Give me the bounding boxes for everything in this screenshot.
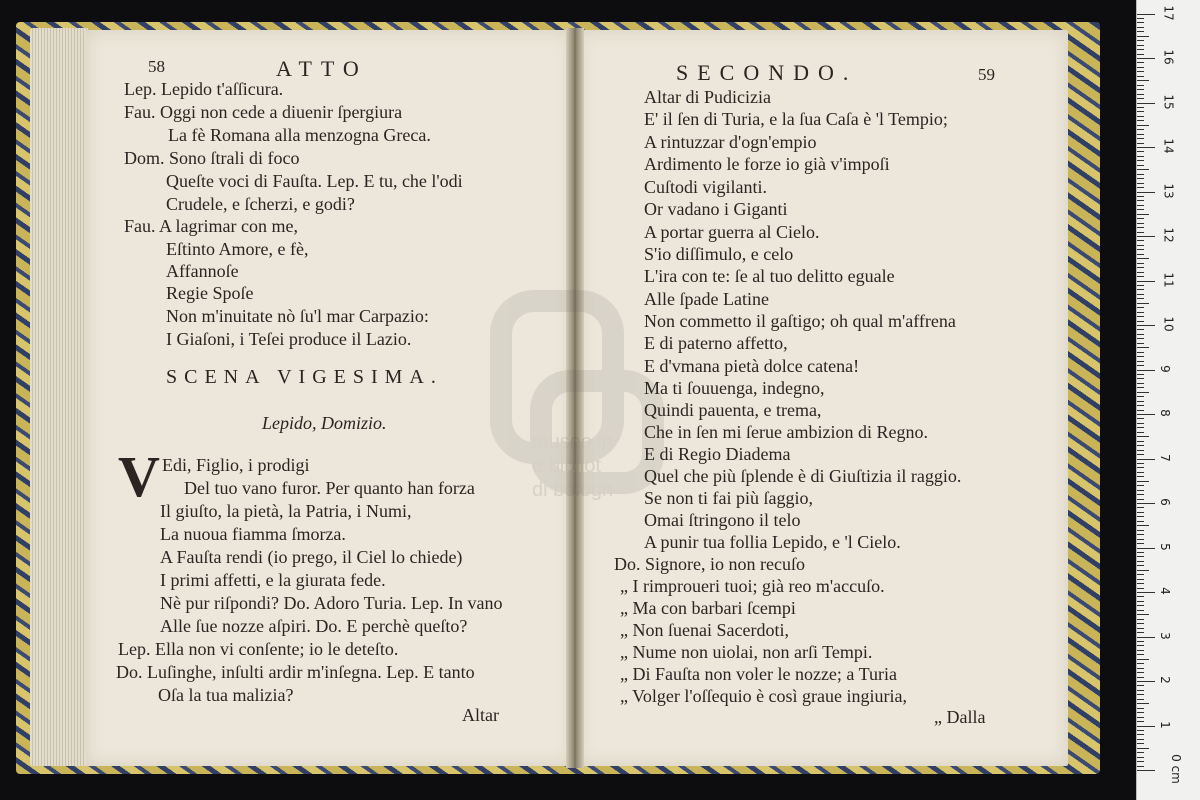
ruler-minor-tick: [1137, 556, 1144, 557]
ruler-minor-tick: [1137, 62, 1144, 63]
ruler-minor-tick: [1137, 708, 1144, 709]
ruler-minor-tick: [1137, 334, 1144, 335]
text-line: Il giuſto, la pietà, la Patria, i Numi,: [160, 501, 412, 521]
scene-title: SCENA VIGESIMA.: [166, 366, 443, 388]
ruler-minor-tick: [1137, 467, 1144, 468]
ruler-tick: [1137, 281, 1155, 282]
ruler-minor-tick: [1137, 89, 1144, 90]
ruler-minor-tick: [1137, 36, 1149, 37]
ruler-minor-tick: [1137, 734, 1144, 735]
ruler-tick: [1137, 414, 1155, 415]
text-line: A punir tua follia Lepido, e 'l Cielo.: [644, 532, 901, 552]
ruler-minor-tick: [1137, 401, 1144, 402]
ruler-minor-tick: [1137, 499, 1144, 500]
ruler-minor-tick: [1137, 18, 1144, 19]
ruler-minor-tick: [1137, 272, 1144, 273]
scene-characters: Lepido, Domizio.: [262, 413, 387, 433]
text-line: Altar di Pudicizia: [644, 87, 771, 107]
ruler-minor-tick: [1137, 672, 1144, 673]
ruler-minor-tick: [1137, 561, 1144, 562]
ruler-minor-tick: [1137, 387, 1144, 388]
ruler-minor-tick: [1137, 209, 1144, 210]
ruler-minor-tick: [1137, 392, 1149, 393]
ruler-minor-tick: [1137, 601, 1144, 602]
text-line: A rintuzzar d'ogn'empio: [644, 132, 817, 152]
ruler-minor-tick: [1137, 454, 1144, 455]
ruler-minor-tick: [1137, 721, 1144, 722]
ruler-minor-tick: [1137, 245, 1144, 246]
ruler-minor-tick: [1137, 321, 1144, 322]
ruler-minor-tick: [1137, 685, 1144, 686]
ruler-minor-tick: [1137, 530, 1144, 531]
ruler-label: 17: [1161, 4, 1176, 21]
ruler-minor-tick: [1137, 757, 1144, 758]
ruler-minor-tick: [1137, 151, 1144, 152]
ruler-minor-tick: [1137, 761, 1144, 762]
ruler-minor-tick: [1137, 574, 1144, 575]
ruler-minor-tick: [1137, 694, 1144, 695]
ruler-minor-tick: [1137, 396, 1144, 397]
ruler-minor-tick: [1137, 120, 1144, 121]
ruler-minor-tick: [1137, 534, 1144, 535]
ruler-tick: [1137, 726, 1155, 727]
ruler-minor-tick: [1137, 512, 1144, 513]
ruler-minor-tick: [1137, 712, 1144, 713]
text-line: Non commetto il gaſtigo; oh qual m'affrena: [644, 311, 956, 331]
text-line: Ardimento le forze io già v'impoſi: [644, 154, 890, 174]
text-line: Che in ſen mi ſerue ambizion di Regno.: [644, 422, 928, 442]
ruler-label: 15: [1161, 93, 1176, 110]
text-line: Eſtinto Amore, e fè,: [166, 239, 309, 259]
ruler-minor-tick: [1137, 111, 1144, 112]
ruler-minor-tick: [1137, 49, 1144, 50]
text-line: Affannoſe: [166, 261, 239, 281]
ruler-minor-tick: [1137, 610, 1144, 611]
ruler-minor-tick: [1137, 663, 1144, 664]
ruler-tick: [1137, 370, 1155, 371]
book-gutter: [566, 28, 584, 768]
ruler-minor-tick: [1137, 525, 1149, 526]
text-line: Lep. Lepido t'aſſicura.: [124, 79, 284, 99]
ruler-tick: [1137, 637, 1155, 638]
ruler-minor-tick: [1137, 138, 1144, 139]
ruler-minor-tick: [1137, 365, 1144, 366]
ruler-minor-tick: [1137, 298, 1144, 299]
ruler-label: 9: [1157, 364, 1172, 373]
ruler-minor-tick: [1137, 67, 1144, 68]
ruler-minor-tick: [1137, 436, 1149, 437]
ruler-minor-tick: [1137, 614, 1149, 615]
ruler-tick: [1137, 459, 1155, 460]
ruler-minor-tick: [1137, 200, 1144, 201]
ruler-minor-tick: [1137, 521, 1144, 522]
ruler-minor-tick: [1137, 174, 1144, 175]
text-line: Quindi pauenta, e trema,: [644, 400, 822, 420]
ruler-minor-tick: [1137, 85, 1144, 86]
ruler-minor-tick: [1137, 80, 1149, 81]
ruler-minor-tick: [1137, 463, 1144, 464]
text-line: Edi, Figlio, i prodigi: [162, 455, 310, 475]
ruler-minor-tick: [1137, 254, 1144, 255]
ruler-label: 10: [1161, 316, 1176, 332]
ruler-minor-tick: [1137, 267, 1144, 268]
ruler-label: 2: [1157, 676, 1172, 684]
ruler-minor-tick: [1137, 539, 1144, 540]
ruler-tick: [1137, 14, 1155, 15]
text-line: L'ira con te: ſe al tuo delitto eguale: [644, 266, 895, 286]
ruler-minor-tick: [1137, 294, 1144, 295]
ruler-minor-tick: [1137, 699, 1144, 700]
ruler-minor-tick: [1137, 276, 1144, 277]
ruler-minor-tick: [1137, 654, 1144, 655]
ruler-label: 13: [1161, 182, 1176, 199]
ruler-label: 1: [1157, 720, 1172, 729]
text-line: Oſa la tua malizia?: [158, 685, 294, 705]
drop-cap: V: [118, 444, 160, 509]
ruler-minor-tick: [1137, 752, 1144, 753]
ruler-minor-tick: [1137, 717, 1144, 718]
ruler-minor-tick: [1137, 347, 1149, 348]
ruler-label: 8: [1157, 409, 1172, 417]
ruler-minor-tick: [1137, 690, 1144, 691]
ruler-minor-tick: [1137, 766, 1144, 767]
running-head-left: ATTO: [276, 56, 368, 81]
ruler-minor-tick: [1137, 361, 1144, 362]
text-line: E di paterno affetto,: [644, 333, 788, 353]
ruler-minor-tick: [1137, 178, 1144, 179]
ruler-tick: [1137, 192, 1155, 193]
ruler-minor-tick: [1137, 543, 1144, 544]
ruler-minor-tick: [1137, 730, 1144, 731]
text-line: Ma ti ſouuenga, indegno,: [644, 378, 825, 398]
text-line: Non m'inuitate nò ſu'l mar Carpazio:: [166, 306, 429, 326]
text-line: Or vadano i Giganti: [644, 199, 788, 219]
text-line: E d'vmana pietà dolce catena!: [644, 356, 860, 376]
text-line: Alle ſue nozze aſpiri. Do. E perchè queſto?: [160, 616, 468, 636]
ruler-minor-tick: [1137, 143, 1144, 144]
text-line: Omai ſtringono il telo: [644, 510, 801, 530]
ruler-minor-tick: [1137, 579, 1144, 580]
text-line: Do. Luſinghe, inſulti ardir m'inſegna. Lep. E tanto: [116, 662, 475, 682]
text-line: Quel che più ſplende è di Giuſtizia il raggio.: [644, 466, 962, 486]
text-line: Crudele, e ſcherzi, e godi?: [166, 194, 355, 214]
text-line: Lep. Ella non vi conſente; io le deteſto.: [118, 639, 399, 659]
ruler-minor-tick: [1137, 432, 1144, 433]
ruler-minor-tick: [1137, 165, 1144, 166]
ruler-tick: [1137, 503, 1155, 504]
ruler-minor-tick: [1137, 303, 1149, 304]
text-line: S'io diſſimulo, e celo: [644, 244, 794, 264]
ruler-minor-tick: [1137, 107, 1144, 108]
ruler-minor-tick: [1137, 743, 1144, 744]
ruler-minor-tick: [1137, 659, 1149, 660]
text-line: E' il ſen di Turia, e la ſua Caſa è 'l Tempio;: [644, 109, 948, 129]
text-line: Do. Signore, io non recuſo: [614, 554, 805, 574]
ruler-minor-tick: [1137, 481, 1149, 482]
ruler-minor-tick: [1137, 240, 1144, 241]
ruler-minor-tick: [1137, 418, 1144, 419]
ruler-minor-tick: [1137, 703, 1149, 704]
text-line: „ I rimproueri tuoi; già reo m'accuſo.: [620, 576, 885, 596]
ruler-minor-tick: [1137, 187, 1144, 188]
ruler-minor-tick: [1137, 628, 1144, 629]
ruler-minor-tick: [1137, 650, 1144, 651]
ruler-minor-tick: [1137, 45, 1144, 46]
text-line: Se non ti fai più ſaggio,: [644, 488, 813, 508]
text-line: Cuſtodi vigilanti.: [644, 177, 768, 197]
ruler-minor-tick: [1137, 352, 1144, 353]
ruler-minor-tick: [1137, 338, 1144, 339]
ruler-minor-tick: [1137, 116, 1144, 117]
ruler-minor-tick: [1137, 196, 1144, 197]
ruler-minor-tick: [1137, 125, 1149, 126]
ruler-label: 14: [1161, 138, 1176, 154]
ruler-minor-tick: [1137, 76, 1144, 77]
ruler-minor-tick: [1137, 258, 1149, 259]
ruler-minor-tick: [1137, 668, 1144, 669]
ruler-minor-tick: [1137, 218, 1144, 219]
ruler-minor-tick: [1137, 476, 1144, 477]
ruler-tick: [1137, 325, 1155, 326]
ruler-tick: [1137, 592, 1155, 593]
ruler-minor-tick: [1137, 285, 1144, 286]
ruler-minor-tick: [1137, 516, 1144, 517]
ruler-minor-tick: [1137, 289, 1144, 290]
page-block-edge: [30, 28, 88, 766]
text-line: Del tuo vano furor. Per quanto han forza: [184, 478, 475, 498]
running-head-right: SECONDO.: [676, 60, 858, 85]
ruler-minor-tick: [1137, 619, 1144, 620]
ruler-tick: [1137, 681, 1155, 682]
ruler-minor-tick: [1137, 134, 1144, 135]
ruler-minor-tick: [1137, 494, 1144, 495]
text-line: I Giaſoni, i Teſei produce il Lazio.: [166, 329, 412, 349]
text-line: A portar guerra al Cielo.: [644, 222, 820, 242]
page-number-right: 59: [978, 65, 995, 84]
ruler-minor-tick: [1137, 427, 1144, 428]
text-line: I primi affetti, e la giurata fede.: [160, 570, 386, 590]
ruler-minor-tick: [1137, 183, 1144, 184]
ruler-minor-tick: [1137, 405, 1144, 406]
ruler-minor-tick: [1137, 27, 1144, 28]
catchword-right: „ Dalla: [934, 707, 986, 727]
ruler-tick: [1137, 58, 1155, 59]
ruler-tick: [1137, 548, 1155, 549]
ruler-minor-tick: [1137, 739, 1144, 740]
ruler-minor-tick: [1137, 71, 1144, 72]
ruler-minor-tick: [1137, 641, 1144, 642]
ruler-minor-tick: [1137, 570, 1149, 571]
ruler-minor-tick: [1137, 507, 1144, 508]
ruler-minor-tick: [1137, 316, 1144, 317]
ruler-minor-tick: [1137, 378, 1144, 379]
ruler-minor-tick: [1137, 129, 1144, 130]
ruler-minor-tick: [1137, 490, 1144, 491]
ruler-minor-tick: [1137, 307, 1144, 308]
ruler-minor-tick: [1137, 232, 1144, 233]
ruler-minor-tick: [1137, 565, 1144, 566]
ruler-tick: [1137, 103, 1155, 104]
text-line: Fau. Oggi non cede a diuenir ſpergiura: [124, 102, 403, 122]
text-line: „ Non ſuenai Sacerdoti,: [620, 620, 789, 640]
text-line: Alle ſpade Latine: [644, 289, 769, 309]
text-line: Dom. Sono ſtrali di foco: [124, 148, 300, 168]
ruler-label: 6: [1157, 498, 1172, 506]
ruler-minor-tick: [1137, 748, 1149, 749]
ruler-minor-tick: [1137, 343, 1144, 344]
text-line: Queſte voci di Fauſta. Lep. E tu, che l'odi: [166, 171, 463, 191]
ruler-minor-tick: [1137, 22, 1144, 23]
catchword-left: Altar: [462, 705, 499, 725]
ruler-minor-tick: [1137, 588, 1144, 589]
ruler-minor-tick: [1137, 249, 1144, 250]
ruler-minor-tick: [1137, 98, 1144, 99]
text-line: „ Nume non uiolai, non arſi Tempi.: [620, 642, 873, 662]
ruler-minor-tick: [1137, 156, 1144, 157]
ruler-minor-tick: [1137, 410, 1144, 411]
ruler-label: 0 cm: [1168, 754, 1183, 784]
ruler-tick: [1137, 147, 1155, 148]
ruler-label: 4: [1157, 587, 1172, 595]
ruler-minor-tick: [1137, 214, 1149, 215]
ruler-minor-tick: [1137, 623, 1144, 624]
ruler-label: 11: [1161, 271, 1176, 288]
ruler-label: 12: [1161, 227, 1176, 243]
measurement-ruler: [1136, 0, 1200, 800]
page-number-left: 58: [148, 57, 165, 76]
ruler-minor-tick: [1137, 223, 1144, 224]
text-line: Fau. A lagrimar con me,: [124, 216, 298, 236]
text-line: Nè pur riſpondi? Do. Adoro Turia. Lep. In vano: [160, 593, 503, 613]
ruler-minor-tick: [1137, 645, 1144, 646]
ruler-tick: [1137, 770, 1155, 771]
ruler-label: 7: [1157, 453, 1172, 462]
ruler-minor-tick: [1137, 485, 1144, 486]
ruler-minor-tick: [1137, 383, 1144, 384]
ruler-minor-tick: [1137, 94, 1144, 95]
ruler-label: 16: [1161, 49, 1176, 65]
ruler-minor-tick: [1137, 632, 1144, 633]
ruler-label: 5: [1157, 542, 1172, 551]
text-line: A Fauſta rendi (io prego, il Ciel lo chiede): [160, 547, 463, 567]
ruler-minor-tick: [1137, 40, 1144, 41]
text-line: La nuoua fiamma ſmorza.: [160, 524, 346, 544]
ruler-minor-tick: [1137, 677, 1144, 678]
ruler-minor-tick: [1137, 596, 1144, 597]
ruler-minor-tick: [1137, 160, 1144, 161]
ruler-minor-tick: [1137, 169, 1149, 170]
ruler-minor-tick: [1137, 583, 1144, 584]
text-line: „ Ma con barbari ſcempi: [620, 598, 796, 618]
ruler-minor-tick: [1137, 312, 1144, 313]
ruler-minor-tick: [1137, 31, 1144, 32]
ruler-minor-tick: [1137, 374, 1144, 375]
ruler-minor-tick: [1137, 356, 1144, 357]
ruler-minor-tick: [1137, 472, 1144, 473]
text-line: La fè Romana alla menzogna Greca.: [168, 125, 431, 145]
text-line: „ Volger l'oſſequio è così graue ingiuria,: [620, 686, 908, 706]
ruler-minor-tick: [1137, 205, 1144, 206]
ruler-minor-tick: [1137, 263, 1144, 264]
ruler-minor-tick: [1137, 329, 1144, 330]
ruler-tick: [1137, 236, 1155, 237]
text-line: „ Di Fauſta non voler le nozze; a Turia: [620, 664, 897, 684]
text-line: E di Regio Diadema: [644, 444, 791, 464]
text-line: Regie Spoſe: [166, 283, 254, 303]
ruler-minor-tick: [1137, 605, 1144, 606]
ruler-minor-tick: [1137, 552, 1144, 553]
ruler-minor-tick: [1137, 227, 1144, 228]
ruler-minor-tick: [1137, 445, 1144, 446]
ruler-minor-tick: [1137, 441, 1144, 442]
ruler-minor-tick: [1137, 423, 1144, 424]
ruler-label: 3: [1157, 631, 1172, 640]
ruler-minor-tick: [1137, 54, 1144, 55]
ruler-minor-tick: [1137, 450, 1144, 451]
